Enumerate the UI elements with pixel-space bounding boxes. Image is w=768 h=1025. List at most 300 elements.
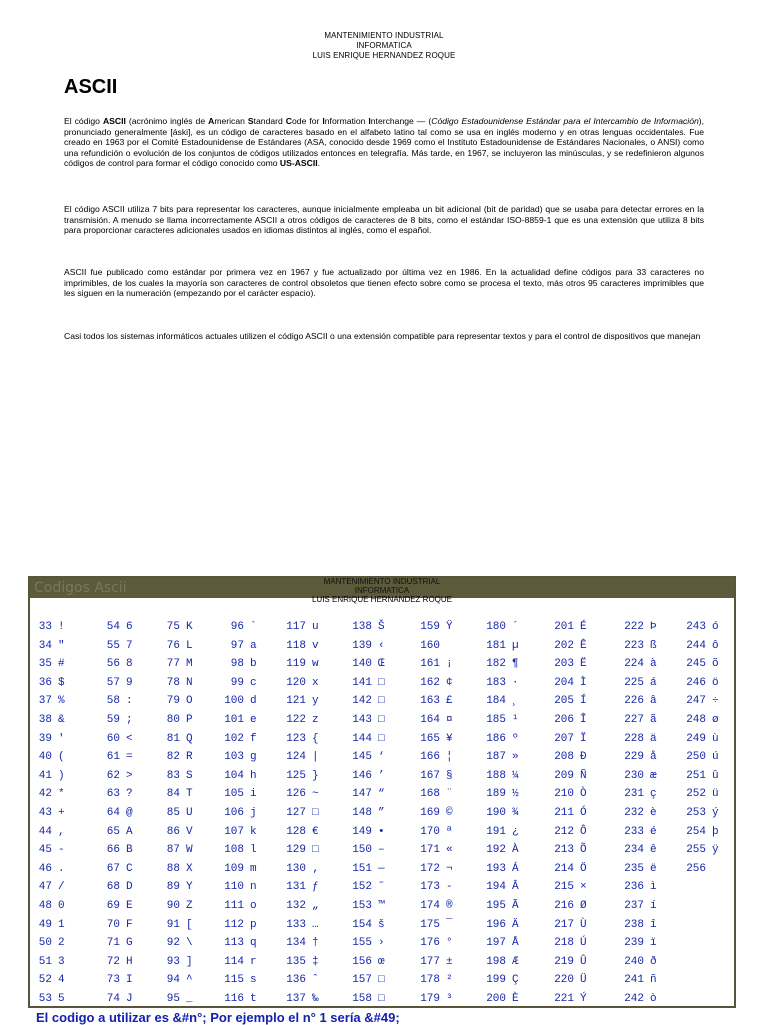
ascii-code-number: 64 bbox=[106, 807, 120, 819]
ascii-cell bbox=[216, 618, 264, 636]
ascii-cell bbox=[412, 916, 460, 934]
ascii-code-number: 238 bbox=[624, 919, 644, 931]
ascii-code-number: 226 bbox=[624, 695, 644, 707]
ascii-code-number: 65 bbox=[106, 826, 120, 838]
ascii-character: Î bbox=[580, 714, 587, 726]
ascii-cell bbox=[616, 711, 664, 729]
ascii-code-number: 82 bbox=[166, 751, 180, 763]
ascii-character: ½ bbox=[512, 788, 519, 800]
ascii-code-number: 59 bbox=[106, 714, 120, 726]
ascii-code-number: 42 bbox=[38, 788, 52, 800]
ascii-character: ¬ bbox=[446, 863, 453, 875]
ascii-cell bbox=[216, 823, 264, 841]
ascii-cell bbox=[216, 971, 264, 989]
ascii-character: ¤ bbox=[446, 714, 453, 726]
ascii-character: S bbox=[186, 770, 193, 782]
ascii-character: n bbox=[250, 881, 257, 893]
page-title: ASCII bbox=[64, 76, 118, 98]
ascii-code-number: 90 bbox=[166, 900, 180, 912]
ascii-cell bbox=[478, 953, 526, 971]
ascii-character: □ bbox=[378, 974, 385, 986]
ascii-code-number: 207 bbox=[554, 733, 574, 745]
ascii-cell bbox=[678, 860, 726, 878]
ascii-code-number: 115 bbox=[224, 974, 244, 986]
ascii-character: ‡ bbox=[312, 956, 319, 968]
ascii-code-number: 141 bbox=[352, 677, 372, 689]
ascii-character: ³ bbox=[446, 993, 453, 1005]
ascii-cell bbox=[478, 971, 526, 989]
ascii-cell bbox=[344, 692, 392, 710]
ascii-character: ` bbox=[250, 621, 257, 633]
ascii-code-grid bbox=[32, 618, 732, 1008]
ascii-cell bbox=[156, 953, 200, 971]
ascii-cell bbox=[616, 878, 664, 896]
ascii-cell bbox=[616, 804, 664, 822]
ascii-code-number: 46 bbox=[38, 863, 52, 875]
ascii-code-number: 78 bbox=[166, 677, 180, 689]
ascii-character: ™ bbox=[378, 900, 385, 912]
overlay-line-2: INFORMATICA bbox=[354, 586, 410, 595]
ascii-cell bbox=[32, 971, 72, 989]
ascii-cell bbox=[278, 990, 326, 1008]
ascii-character: Œ bbox=[378, 658, 385, 670]
ascii-character: • bbox=[378, 826, 385, 838]
ascii-character: [ bbox=[186, 919, 193, 931]
ascii-cell bbox=[412, 860, 460, 878]
ascii-cell bbox=[278, 823, 326, 841]
ascii-cell bbox=[412, 971, 460, 989]
ascii-character: ) bbox=[58, 770, 65, 782]
ascii-character: ‘ bbox=[378, 751, 385, 763]
ascii-code-number: 154 bbox=[352, 919, 372, 931]
ascii-code-number: 124 bbox=[286, 751, 306, 763]
ascii-code-number: 216 bbox=[554, 900, 574, 912]
ascii-cell bbox=[616, 618, 664, 636]
ascii-character: Å bbox=[512, 937, 519, 949]
ascii-cell bbox=[216, 711, 264, 729]
ascii-character: : bbox=[126, 695, 133, 707]
ascii-code-number: 95 bbox=[166, 993, 180, 1005]
ascii-code-number: 165 bbox=[420, 733, 440, 745]
ascii-code-number: 51 bbox=[38, 956, 52, 968]
ascii-cell bbox=[412, 618, 460, 636]
ascii-character: , bbox=[58, 826, 65, 838]
ascii-cell bbox=[678, 785, 726, 803]
ascii-cell bbox=[96, 748, 140, 766]
ascii-character: Ê bbox=[580, 640, 587, 652]
ascii-character: ß bbox=[650, 640, 657, 652]
ascii-character: ˆ bbox=[312, 974, 319, 986]
ascii-code-number: 138 bbox=[352, 621, 372, 633]
ascii-character: u bbox=[312, 621, 319, 633]
ascii-character: Ò bbox=[580, 788, 587, 800]
ascii-cell bbox=[156, 730, 200, 748]
ascii-character: ö bbox=[712, 677, 719, 689]
ascii-code-number: 208 bbox=[554, 751, 574, 763]
ascii-character: t bbox=[250, 993, 257, 1005]
ascii-cell bbox=[216, 730, 264, 748]
ascii-code-number: 48 bbox=[38, 900, 52, 912]
ascii-code-number: 92 bbox=[166, 937, 180, 949]
ascii-character: ° bbox=[446, 937, 453, 949]
ascii-character: ü bbox=[712, 788, 719, 800]
ascii-character: \ bbox=[186, 937, 193, 949]
ascii-cell bbox=[216, 785, 264, 803]
ascii-character: $ bbox=[58, 677, 65, 689]
ascii-character: ó bbox=[712, 621, 719, 633]
ascii-character: ë bbox=[650, 863, 657, 875]
ascii-cell bbox=[678, 711, 726, 729]
ascii-code-number: 253 bbox=[686, 807, 706, 819]
ascii-character: ~ bbox=[312, 788, 319, 800]
ascii-cell bbox=[216, 990, 264, 1008]
ascii-window-title: Codigos Ascii bbox=[34, 580, 127, 596]
ascii-cell bbox=[344, 618, 392, 636]
ascii-code-number: 153 bbox=[352, 900, 372, 912]
ascii-code-number: 239 bbox=[624, 937, 644, 949]
ascii-cell bbox=[32, 916, 72, 934]
ascii-cell bbox=[412, 990, 460, 1008]
ascii-code-number: 133 bbox=[286, 919, 306, 931]
ascii-cell bbox=[678, 823, 726, 841]
ascii-code-number: 41 bbox=[38, 770, 52, 782]
ascii-code-number: 234 bbox=[624, 844, 644, 856]
ascii-code-number: 217 bbox=[554, 919, 574, 931]
ascii-code-number: 98 bbox=[230, 658, 244, 670]
ascii-code-number: 170 bbox=[420, 826, 440, 838]
ascii-cell bbox=[546, 711, 594, 729]
ascii-code-number: 147 bbox=[352, 788, 372, 800]
ascii-code-number: 210 bbox=[554, 788, 574, 800]
ascii-cell bbox=[156, 934, 200, 952]
ascii-cell bbox=[32, 878, 72, 896]
ascii-code-number: 236 bbox=[624, 881, 644, 893]
paragraph-intro: El código ASCII (acrónimo inglés de American Standard Code for Information Interchange — (Código Estadounidense Estándar para el Intercambio de Información), pronunciado generalmente [áski], es un código de caracteres basado en el alfabeto latino tal como se usa en inglés moderno y en otras lenguas occidentales. Fue creado en 1963 por el Comité Estadounidense de Estándares (ASA, conocido desde 1969 como el Instituto Estadounidense de Estándares Nacionales, o ANSI) como una refundición o evolución de los conjuntos de códigos utilizados entonces en telegrafía. Más tarde, en 1967, se incluyeron las minúsculas, y se redefinieron algunos códigos de control para formar el código conocido como US-ASCII. bbox=[64, 116, 705, 169]
ascii-code-number: 215 bbox=[554, 881, 574, 893]
ascii-code-number: 182 bbox=[486, 658, 506, 670]
ascii-code-number: 109 bbox=[224, 863, 244, 875]
ascii-character: Õ bbox=[580, 844, 587, 856]
ascii-code-number: 125 bbox=[286, 770, 306, 782]
ascii-character: ã bbox=[650, 714, 657, 726]
ascii-code-number: 228 bbox=[624, 733, 644, 745]
ascii-cell bbox=[412, 692, 460, 710]
ascii-code-number: 75 bbox=[166, 621, 180, 633]
ascii-character: “ bbox=[378, 788, 385, 800]
ascii-code-number: 44 bbox=[38, 826, 52, 838]
ascii-cell bbox=[96, 804, 140, 822]
ascii-character: š bbox=[378, 919, 385, 931]
ascii-character: e bbox=[250, 714, 257, 726]
ascii-code-number: 159 bbox=[420, 621, 440, 633]
ascii-cell bbox=[278, 655, 326, 673]
ascii-character: k bbox=[250, 826, 257, 838]
ascii-cell bbox=[278, 916, 326, 934]
ascii-cell bbox=[278, 953, 326, 971]
ascii-code-number: 212 bbox=[554, 826, 574, 838]
ascii-character: ç bbox=[650, 788, 657, 800]
ascii-code-number: 149 bbox=[352, 826, 372, 838]
ascii-character: m bbox=[250, 863, 257, 875]
ascii-character: ƒ bbox=[312, 881, 319, 893]
ascii-cell bbox=[96, 878, 140, 896]
ascii-character: □ bbox=[378, 714, 385, 726]
ascii-character: 8 bbox=[126, 658, 133, 670]
ascii-character: Ä bbox=[512, 919, 519, 931]
ascii-cell bbox=[156, 823, 200, 841]
ascii-code-number: 143 bbox=[352, 714, 372, 726]
ascii-code-number: 45 bbox=[38, 844, 52, 856]
ascii-code-number: 235 bbox=[624, 863, 644, 875]
ascii-code-number: 132 bbox=[286, 900, 306, 912]
ascii-cell bbox=[32, 841, 72, 859]
ascii-code-number: 202 bbox=[554, 640, 574, 652]
ascii-code-number: 242 bbox=[624, 993, 644, 1005]
ascii-character: ¿ bbox=[512, 826, 519, 838]
ascii-character: Ì bbox=[580, 677, 587, 689]
ascii-code-number: 148 bbox=[352, 807, 372, 819]
ascii-character: # bbox=[58, 658, 65, 670]
ascii-cell bbox=[546, 692, 594, 710]
ascii-code-number: 66 bbox=[106, 844, 120, 856]
ascii-code-number: 63 bbox=[106, 788, 120, 800]
ascii-code-number: 73 bbox=[106, 974, 120, 986]
ascii-character: ¢ bbox=[446, 677, 453, 689]
ascii-code-number: 134 bbox=[286, 937, 306, 949]
ascii-code-number: 191 bbox=[486, 826, 506, 838]
ascii-code-number: 139 bbox=[352, 640, 372, 652]
ascii-character: ¨ bbox=[446, 788, 453, 800]
ascii-character: q bbox=[250, 937, 257, 949]
ascii-character: ‰ bbox=[312, 993, 319, 1005]
ascii-character: □ bbox=[378, 695, 385, 707]
ascii-cell bbox=[216, 860, 264, 878]
ascii-code-number: 77 bbox=[166, 658, 180, 670]
ascii-code-number: 205 bbox=[554, 695, 574, 707]
ascii-character: 7 bbox=[126, 640, 133, 652]
ascii-character: í bbox=[650, 900, 657, 912]
ascii-character: 2 bbox=[58, 937, 65, 949]
ascii-character: | bbox=[312, 751, 319, 763]
ascii-cell bbox=[344, 934, 392, 952]
ascii-cell bbox=[96, 897, 140, 915]
ascii-cell bbox=[616, 953, 664, 971]
ascii-cell bbox=[32, 785, 72, 803]
ascii-character: á bbox=[650, 677, 657, 689]
ascii-code-number: 67 bbox=[106, 863, 120, 875]
ascii-character: Ç bbox=[512, 974, 519, 986]
ascii-cell bbox=[546, 841, 594, 859]
ascii-code-number: 89 bbox=[166, 881, 180, 893]
paragraph-usage: Casi todos los sistemas informáticos actuales utilizen el código ASCII o una extensión compatible para representar textos y para el control de dispositivos que manejan bbox=[64, 331, 701, 341]
ascii-cell bbox=[96, 953, 140, 971]
ascii-cell bbox=[278, 730, 326, 748]
ascii-cell bbox=[616, 730, 664, 748]
ascii-cell bbox=[278, 785, 326, 803]
ascii-character: Ï bbox=[580, 733, 587, 745]
ascii-character: Ó bbox=[580, 807, 587, 819]
ascii-cell bbox=[32, 990, 72, 1008]
ascii-character: g bbox=[250, 751, 257, 763]
ascii-character: – bbox=[378, 844, 385, 856]
ascii-character: { bbox=[312, 733, 319, 745]
ascii-character: 0 bbox=[58, 900, 65, 912]
ascii-cell bbox=[278, 637, 326, 655]
ascii-code-number: 188 bbox=[486, 770, 506, 782]
ascii-character: É bbox=[580, 621, 587, 633]
ascii-character: ; bbox=[126, 714, 133, 726]
ascii-cell bbox=[216, 674, 264, 692]
ascii-character: Ð bbox=[580, 751, 587, 763]
ascii-code-number: 201 bbox=[554, 621, 574, 633]
ascii-character: ¥ bbox=[446, 733, 453, 745]
ascii-character: J bbox=[126, 993, 133, 1005]
ascii-code-number: 121 bbox=[286, 695, 306, 707]
ascii-character: ¸ bbox=[512, 695, 519, 707]
ascii-character: ‹ bbox=[378, 640, 385, 652]
ascii-character: æ bbox=[650, 770, 657, 782]
ascii-code-number: 166 bbox=[420, 751, 440, 763]
ascii-code-number: 203 bbox=[554, 658, 574, 670]
ascii-character: ¼ bbox=[512, 770, 519, 782]
ascii-cell bbox=[412, 897, 460, 915]
ascii-character: Ú bbox=[580, 937, 587, 949]
ascii-cell bbox=[216, 767, 264, 785]
ascii-cell bbox=[32, 637, 72, 655]
ascii-character: · bbox=[512, 677, 519, 689]
ascii-code-number: 58 bbox=[106, 695, 120, 707]
ascii-code-number: 248 bbox=[686, 714, 706, 726]
ascii-cell bbox=[32, 804, 72, 822]
ascii-character: » bbox=[512, 751, 519, 763]
ascii-character: º bbox=[512, 733, 519, 745]
ascii-character: / bbox=[58, 881, 65, 893]
ascii-character: ? bbox=[126, 788, 133, 800]
ascii-code-number: 247 bbox=[686, 695, 706, 707]
ascii-character: × bbox=[580, 881, 587, 893]
ascii-code-number: 150 bbox=[352, 844, 372, 856]
ascii-cell bbox=[156, 637, 200, 655]
ascii-cell bbox=[616, 823, 664, 841]
ascii-code-number: 136 bbox=[286, 974, 306, 986]
ascii-code-number: 118 bbox=[286, 640, 306, 652]
ascii-code-number: 62 bbox=[106, 770, 120, 782]
ascii-table-image bbox=[28, 576, 736, 1008]
ascii-cell bbox=[156, 767, 200, 785]
ascii-character: § bbox=[446, 770, 453, 782]
ascii-code-number: 71 bbox=[106, 937, 120, 949]
ascii-cell bbox=[216, 934, 264, 952]
ascii-cell bbox=[478, 655, 526, 673]
ascii-cell bbox=[32, 953, 72, 971]
ascii-code-number: 245 bbox=[686, 658, 706, 670]
ascii-code-number: 173 bbox=[420, 881, 440, 893]
ascii-cell bbox=[156, 990, 200, 1008]
ascii-code-number: 74 bbox=[106, 993, 120, 1005]
ascii-character: h bbox=[250, 770, 257, 782]
ascii-code-number: 180 bbox=[486, 621, 506, 633]
ascii-code-number: 39 bbox=[38, 733, 52, 745]
ascii-code-number: 37 bbox=[38, 695, 52, 707]
ascii-cell bbox=[678, 748, 726, 766]
ascii-cell bbox=[32, 748, 72, 766]
ascii-cell bbox=[344, 823, 392, 841]
ascii-character: Ñ bbox=[580, 770, 587, 782]
ascii-code-number: 80 bbox=[166, 714, 180, 726]
ascii-cell bbox=[344, 804, 392, 822]
ascii-cell bbox=[546, 878, 594, 896]
ascii-cell bbox=[478, 823, 526, 841]
ascii-cell bbox=[616, 767, 664, 785]
ascii-code-number: 230 bbox=[624, 770, 644, 782]
ascii-character: ’ bbox=[378, 770, 385, 782]
ascii-cell bbox=[32, 674, 72, 692]
ascii-code-number: 193 bbox=[486, 863, 506, 875]
ascii-code-number: 254 bbox=[686, 826, 706, 838]
ascii-cell bbox=[216, 841, 264, 859]
ascii-character: c bbox=[250, 677, 257, 689]
ascii-cell bbox=[216, 804, 264, 822]
ascii-character: « bbox=[446, 844, 453, 856]
ascii-code-number: 158 bbox=[352, 993, 372, 1005]
ascii-cell bbox=[546, 674, 594, 692]
ascii-character: ú bbox=[712, 751, 719, 763]
ascii-character: À bbox=[512, 844, 519, 856]
ascii-cell bbox=[96, 823, 140, 841]
ascii-code-number: 213 bbox=[554, 844, 574, 856]
ascii-code-number: 162 bbox=[420, 677, 440, 689]
ascii-cell bbox=[156, 711, 200, 729]
ascii-code-number: 103 bbox=[224, 751, 244, 763]
ascii-character: 9 bbox=[126, 677, 133, 689]
ascii-cell bbox=[616, 692, 664, 710]
ascii-code-number: 223 bbox=[624, 640, 644, 652]
ascii-character: □ bbox=[312, 844, 319, 856]
ascii-character bbox=[446, 637, 460, 655]
ascii-code-number: 229 bbox=[624, 751, 644, 763]
ascii-cell bbox=[278, 618, 326, 636]
ascii-code-number: 186 bbox=[486, 733, 506, 745]
ascii-character: - bbox=[446, 881, 453, 893]
ascii-cell bbox=[32, 934, 72, 952]
ascii-cell bbox=[546, 990, 594, 1008]
ascii-character: P bbox=[186, 714, 193, 726]
ascii-cell bbox=[96, 674, 140, 692]
ascii-code-number: 119 bbox=[286, 658, 306, 670]
ascii-character: p bbox=[250, 919, 257, 931]
ascii-character: å bbox=[650, 751, 657, 763]
ascii-cell bbox=[156, 860, 200, 878]
ascii-cell bbox=[546, 618, 594, 636]
ascii-character: * bbox=[58, 788, 65, 800]
ascii-code-number: 189 bbox=[486, 788, 506, 800]
ascii-code-number: 40 bbox=[38, 751, 52, 763]
ascii-cell bbox=[546, 897, 594, 915]
ascii-character: i bbox=[250, 788, 257, 800]
ascii-code-number: 214 bbox=[554, 863, 574, 875]
ascii-cell bbox=[96, 990, 140, 1008]
ascii-cell bbox=[96, 637, 140, 655]
ascii-character: d bbox=[250, 695, 257, 707]
ascii-character: Y bbox=[186, 881, 193, 893]
ascii-code-number: 140 bbox=[352, 658, 372, 670]
ascii-character: ‚ bbox=[312, 863, 319, 875]
ascii-cell bbox=[96, 767, 140, 785]
ascii-cell bbox=[156, 748, 200, 766]
ascii-cell bbox=[216, 916, 264, 934]
bottom-caption: El codigo a utilizar es &#n°; Por ejemplo el n° 1 sería &#49; bbox=[36, 1010, 400, 1025]
ascii-character: ñ bbox=[650, 974, 657, 986]
